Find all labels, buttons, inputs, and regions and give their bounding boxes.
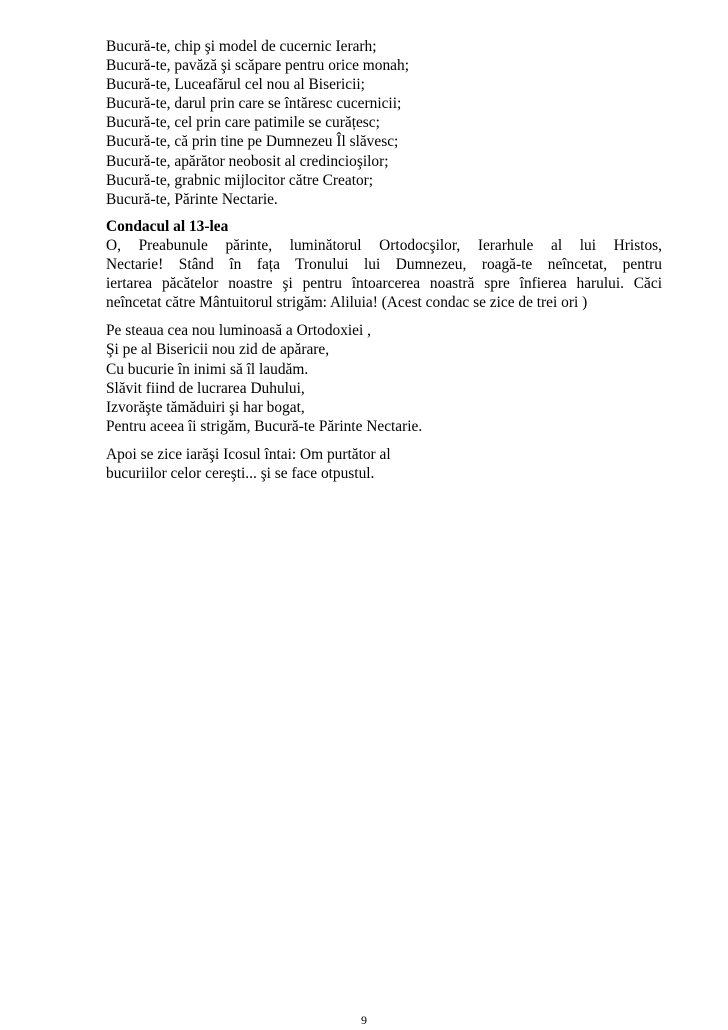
page-number: 9 <box>361 1013 367 1027</box>
stanza-line: Bucură-te, apărător neobosit al credincioşilor; <box>106 152 389 170</box>
paragraph-line: Nectarie! Stând în fața Tronului lui Dumnezeu, roagă-te neîncetat, pentru <box>106 256 662 274</box>
page-body <box>106 37 662 483</box>
verse-line: Pentru aceea îi strigăm, Bucură-te Părinte Nectarie. <box>106 417 423 435</box>
verse-line: Izvorăşte tămăduiri şi har bogat, <box>106 398 305 416</box>
stanza-line: Bucură-te, pavăză şi scăpare pentru orice monah; <box>106 57 409 75</box>
verse-line: Cu bucurie în inimi să îl laudăm. <box>106 360 309 378</box>
kontakion-heading: Condacul al 13-lea <box>106 217 229 235</box>
stanza-line: Bucură-te, chip şi model de cucernic Ierarh; <box>106 38 377 55</box>
verse-line: Slăvit fiind de lucrarea Duhului, <box>106 379 305 397</box>
paragraph-line: iertarea păcătelor noastre şi pentru întoarcerea noastră spre înfierea harului. Căci <box>106 275 662 293</box>
stanza-line: Bucură-te, cel prin care patimile se curățesc; <box>106 114 380 132</box>
kontakion-paragraph <box>106 236 662 312</box>
verse-line: Şi pe al Bisericii nou zid de apărare, <box>106 341 330 359</box>
paragraph-line: neîncetat către Mântuitorul strigăm: Aliluia! (Acest condac se zice de trei ori ) <box>106 294 588 312</box>
stanza-line: Bucură-te, grabnic mijlocitor către Creator; <box>106 171 374 189</box>
stanza-line: Bucură-te, darul prin care se întăresc cucernicii; <box>106 95 402 113</box>
stanza-line: Bucură-te, că prin tine pe Dumnezeu Îl slăvesc; <box>106 133 399 151</box>
closing-line: Apoi se zice iarăşi Icosul întai: Om purtător al <box>106 445 391 463</box>
closing-instruction <box>106 445 662 483</box>
verse-line: Pe steaua cea nou luminoasă a Ortodoxiei , <box>106 322 371 340</box>
stanza-line: Bucură-te, Părinte Nectarie. <box>106 190 278 208</box>
salutation-stanza <box>106 37 662 209</box>
verse-stanza <box>106 321 662 436</box>
paragraph-line: O, Preabunule părinte, luminătorul Ortodocşilor, Ierarhule al lui Hristos, <box>106 236 662 254</box>
stanza-line: Bucură-te, Luceafărul cel nou al Bisericii; <box>106 76 365 94</box>
closing-line: bucuriilor celor cereşti... şi se face otpustul. <box>106 464 375 482</box>
